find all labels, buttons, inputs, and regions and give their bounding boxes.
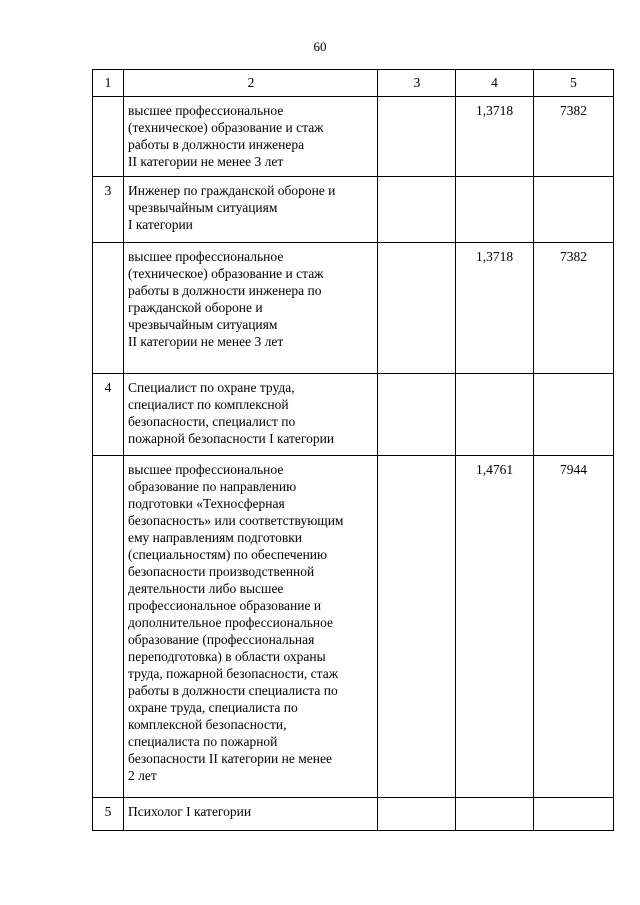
row-number-cell [93, 97, 124, 177]
header-cell-1: 1 [93, 70, 124, 97]
row-number-cell: 3 [93, 177, 124, 243]
row-number-cell [93, 456, 124, 798]
table-row [93, 177, 614, 243]
description-cell: Психолог I категории [124, 798, 378, 831]
table-row [93, 374, 614, 456]
salary-cell [534, 798, 614, 831]
description-cell: Специалист по охране труда, специалист по комплексной безопасности, специалист по пожарной безопасности I категории [124, 374, 378, 456]
header-cell-4: 4 [456, 70, 534, 97]
coefficient-cell [456, 374, 534, 456]
salary-cell [534, 177, 614, 243]
page-number: 60 [313, 39, 327, 54]
salary-cell [534, 374, 614, 456]
header-cell-3: 3 [378, 70, 456, 97]
column3-cell [378, 243, 456, 374]
column3-cell [378, 374, 456, 456]
coefficient-cell: 1,3718 [456, 97, 534, 177]
table-row [93, 97, 614, 177]
salary-cell: 7944 [534, 456, 614, 798]
coefficient-cell: 1,3718 [456, 243, 534, 374]
description-cell: Инженер по гражданской обороне и чрезвычайным ситуациям I категории [124, 177, 378, 243]
description-cell: высшее профессиональное (техническое) образование и стаж работы в должности инженера по гражданской обороне и чрезвычайным ситуациям II категории не менее 3 лет [124, 243, 378, 374]
description-cell: высшее профессиональное образование по направлению подготовки «Техносферная безопасность» или соответствующим ему направлениям подготовки (специальностям) по обеспечению безопасности производственной деятельности либо высшее профессиональное образование и дополнительное профессиональное образование (профессиональная переподготовка) в области охраны труда, пожарной безопасности, стаж работы в должности специалиста по охране труда, специалиста по комплексной безопасности, специалиста по пожарной безопасности II категории не менее 2 лет [124, 456, 378, 798]
coefficient-cell: 1,4761 [456, 456, 534, 798]
coefficient-cell [456, 177, 534, 243]
row-number-cell: 5 [93, 798, 124, 831]
table-row [93, 243, 614, 374]
staff-table [92, 69, 614, 831]
header-cell-2: 2 [124, 70, 378, 97]
table-header-row [93, 70, 614, 97]
column3-cell [378, 798, 456, 831]
column3-cell [378, 456, 456, 798]
column3-cell [378, 177, 456, 243]
salary-cell: 7382 [534, 243, 614, 374]
row-number-cell [93, 243, 124, 374]
coefficient-cell [456, 798, 534, 831]
column3-cell [378, 97, 456, 177]
header-cell-5: 5 [534, 70, 614, 97]
row-number-cell: 4 [93, 374, 124, 456]
table-row [93, 798, 614, 831]
description-cell: высшее профессиональное (техническое) образование и стаж работы в должности инженера II категории не менее 3 лет [124, 97, 378, 177]
table-row [93, 456, 614, 798]
salary-cell: 7382 [534, 97, 614, 177]
